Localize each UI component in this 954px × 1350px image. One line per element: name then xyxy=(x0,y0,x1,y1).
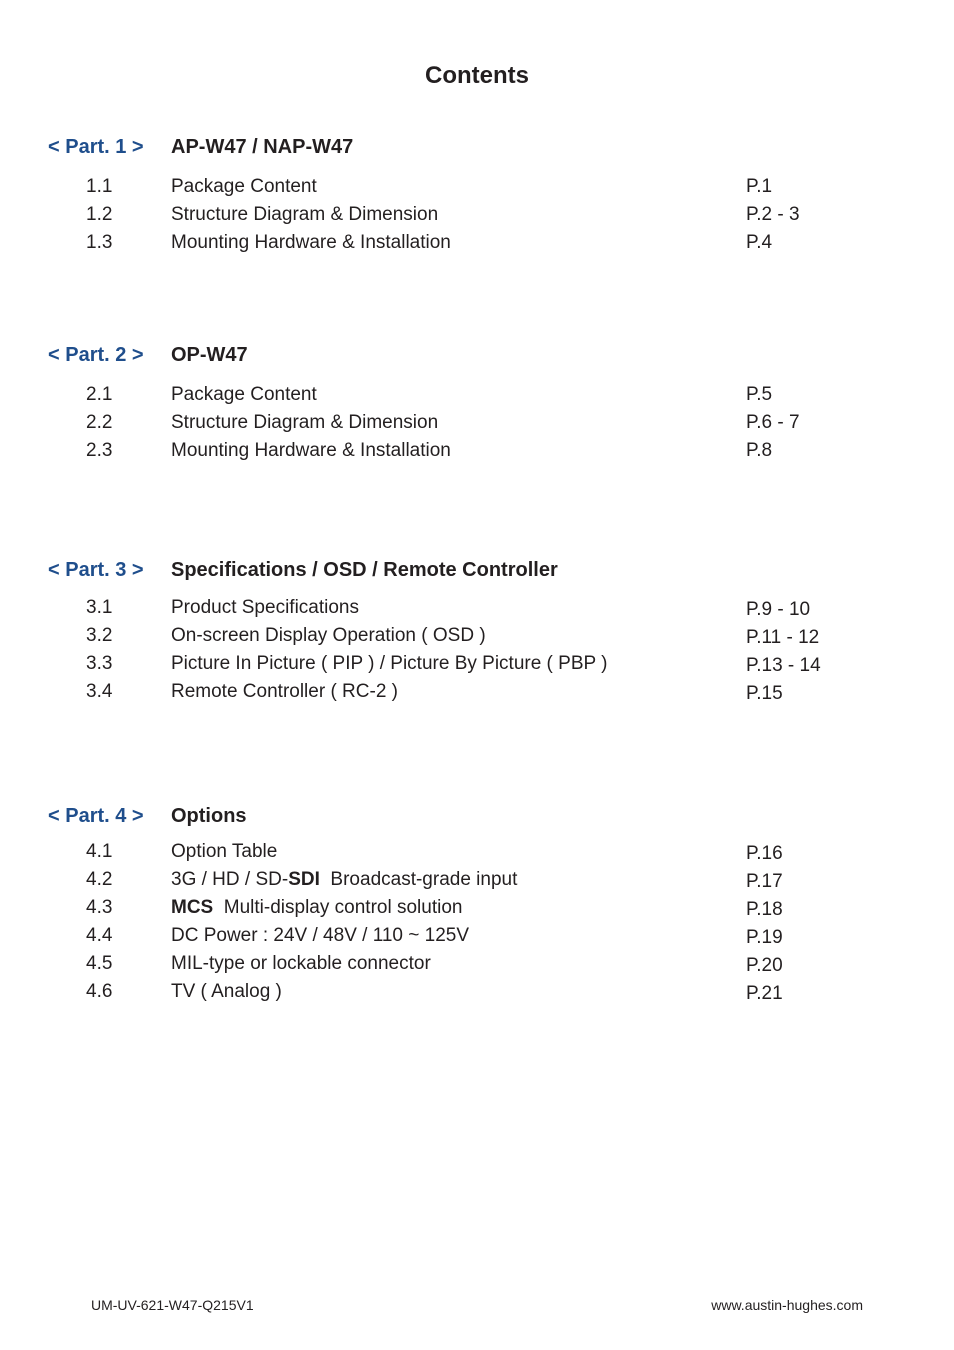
entry-title-bold: MCS xyxy=(171,897,214,918)
entry-page: P.1 xyxy=(746,176,773,197)
toc-part-3 xyxy=(0,559,954,709)
part-header xyxy=(0,559,954,589)
entry-number: 2.1 xyxy=(86,384,113,405)
entry-title-bold: SDI xyxy=(288,869,320,890)
toc-entry xyxy=(0,981,954,1009)
entry-number: 2.3 xyxy=(86,440,113,461)
part-title: Options xyxy=(171,805,247,827)
entry-page: P.5 xyxy=(746,384,773,405)
page-title: Contents xyxy=(425,62,529,89)
entry-title-suffix: Broadcast-grade input xyxy=(319,869,518,890)
toc-entry xyxy=(0,625,954,653)
entry-page: P.9 - 10 xyxy=(746,599,811,620)
entry-page: P.8 xyxy=(746,440,773,461)
footer-website: www.austin-hughes.com xyxy=(711,1297,863,1313)
part-title: Specifications / OSD / Remote Controller xyxy=(171,559,558,581)
toc-entry xyxy=(0,204,954,232)
entry-title: TV ( Analog ) xyxy=(171,981,282,1002)
part-header xyxy=(0,344,954,374)
toc-entry xyxy=(0,384,954,412)
entry-title: Mounting Hardware & Installation xyxy=(171,232,451,253)
entry-page: P.17 xyxy=(746,871,783,892)
entry-page: P.21 xyxy=(746,983,783,1004)
part-label: < Part. 1 > xyxy=(48,136,144,158)
entry-page: P.4 xyxy=(746,232,773,253)
entry-number: 3.2 xyxy=(86,625,113,646)
entry-page: P.13 - 14 xyxy=(746,655,821,676)
toc-entry xyxy=(0,653,954,681)
entry-title: Package Content xyxy=(171,176,317,197)
part-label: < Part. 4 > xyxy=(48,805,144,827)
entry-title: Remote Controller ( RC-2 ) xyxy=(171,681,398,702)
toc-entry xyxy=(0,925,954,953)
toc-entry xyxy=(0,869,954,897)
entry-title: Structure Diagram & Dimension xyxy=(171,412,439,433)
entry-page: P.11 - 12 xyxy=(746,627,820,648)
toc-entry xyxy=(0,176,954,204)
entry-title: Package Content xyxy=(171,384,317,405)
part-title: AP-W47 / NAP-W47 xyxy=(171,136,354,158)
entry-title: Structure Diagram & Dimension xyxy=(171,204,439,225)
entry-page: P.20 xyxy=(746,955,783,976)
entry-page: P.16 xyxy=(746,843,783,864)
entry-page: P.2 - 3 xyxy=(746,204,800,225)
entry-number: 3.3 xyxy=(86,653,113,674)
toc-entry xyxy=(0,841,954,869)
entry-number: 4.2 xyxy=(86,869,113,890)
entry-number: 1.1 xyxy=(86,176,113,197)
entry-page: P.6 - 7 xyxy=(746,412,800,433)
entry-title-prefix: 3G / HD / SD- xyxy=(171,869,289,890)
part-header xyxy=(0,136,954,166)
toc-entry xyxy=(0,953,954,981)
entry-page: P.19 xyxy=(746,927,783,948)
toc-part-2 xyxy=(0,344,954,468)
entry-title: Mounting Hardware & Installation xyxy=(171,440,451,461)
toc-entry xyxy=(0,412,954,440)
toc-entry xyxy=(0,232,954,260)
entry-number: 4.5 xyxy=(86,953,113,974)
entry-title: On-screen Display Operation ( OSD ) xyxy=(171,625,486,646)
toc-part-1 xyxy=(0,136,954,260)
entry-title: Product Specifications xyxy=(171,597,359,618)
part-label: < Part. 3 > xyxy=(48,559,144,581)
part-title: OP-W47 xyxy=(171,344,248,366)
entry-title: Option Table xyxy=(171,841,278,862)
footer-doc-code: UM-UV-621-W47-Q215V1 xyxy=(91,1297,254,1313)
entry-number: 1.3 xyxy=(86,232,113,253)
entry-number: 4.6 xyxy=(86,981,113,1002)
entry-title: MIL-type or lockable connector xyxy=(171,953,431,974)
entry-page: P.18 xyxy=(746,899,783,920)
entry-number: 1.2 xyxy=(86,204,113,225)
toc-entry xyxy=(0,440,954,468)
part-label: < Part. 2 > xyxy=(48,344,144,366)
entry-number: 4.4 xyxy=(86,925,113,946)
toc-part-4 xyxy=(0,805,954,1009)
entry-title: Picture In Picture ( PIP ) / Picture By Picture ( PBP ) xyxy=(171,653,608,674)
part-header xyxy=(0,805,954,835)
entry-number: 4.3 xyxy=(86,897,113,918)
toc-entry xyxy=(0,681,954,709)
toc-entry xyxy=(0,897,954,925)
entry-page: P.15 xyxy=(746,683,783,704)
entry-title xyxy=(171,897,462,919)
entry-number: 4.1 xyxy=(86,841,113,862)
entry-title-suffix: Multi-display control solution xyxy=(213,897,463,918)
entry-number: 3.1 xyxy=(86,597,113,618)
entry-number: 3.4 xyxy=(86,681,113,702)
entry-title xyxy=(171,869,517,891)
toc-entry xyxy=(0,597,954,625)
entry-title: DC Power : 24V / 48V / 110 ~ 125V xyxy=(171,925,470,946)
entry-number: 2.2 xyxy=(86,412,113,433)
